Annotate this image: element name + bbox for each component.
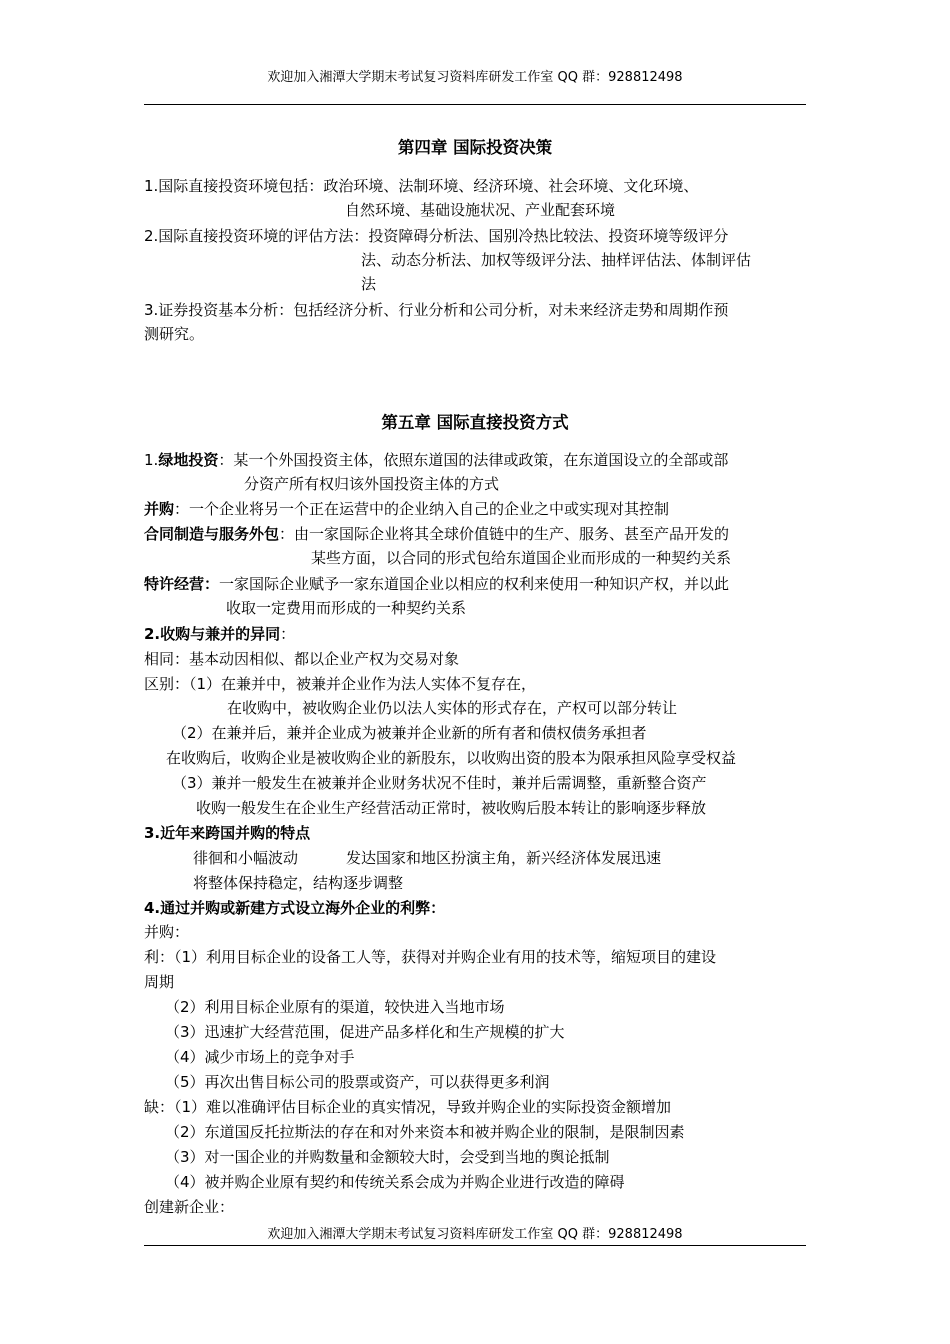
franchise-def2: 收取一定费用而形成的一种契约关系	[226, 599, 467, 617]
ch4-line: 1.国际直接投资环境包括：政治环境、法制环境、经济环境、社会环境、文化环境、	[144, 177, 699, 195]
ch4-line: 自然环境、基础设施状况、产业配套环境	[345, 201, 616, 219]
q4-line: （4）被并购企业原有契约和传统关系会成为并购企业进行改造的障碍	[165, 1173, 625, 1191]
q4-title: 4.通过并购或新建方式设立海外企业的利弊：	[144, 899, 446, 917]
chapter4-title: 第四章 国际投资决策	[397, 138, 553, 157]
q4-line: 并购：	[144, 923, 190, 941]
q4-line: （3）对一国企业的并购数量和金额较大时，会受到当地的舆论抵制	[165, 1148, 610, 1166]
greenfield-term: 绿地投资	[158, 451, 219, 469]
chapter5-title: 第五章 国际直接投资方式	[381, 413, 569, 432]
ma-line	[144, 497, 669, 521]
q2-title: 2.收购与兼并的异同	[144, 625, 281, 643]
contract-term: 合同制造与服务外包	[144, 525, 280, 543]
ch4-line: 测研究。	[144, 325, 205, 343]
ch5-line: 在收购中，被收购企业仍以法人实体的形式存在，产权可以部分转让	[227, 699, 678, 717]
q4-line: 周期	[144, 973, 175, 991]
q3-title: 3.近年来跨国并购的特点	[144, 824, 311, 842]
ch5-line: （3）兼并一般发生在被兼并企业财务状况不佳时，兼并后需调整，重新整合资产	[172, 774, 707, 792]
ch5-line: （2）在兼并后，兼并企业成为被兼并企业新的所有者和债权债务承担者	[172, 724, 647, 742]
ch5-line: 收购一般发生在企业生产经营活动正常时，被收购后股本转让的影响逐步释放	[196, 799, 707, 817]
greenfield-num: 1.	[144, 451, 159, 469]
ch4-line: 法、动态分析法、加权等级评分法、抽样评估法、体制评估	[361, 251, 752, 269]
page-footer: 欢迎加入湘潭大学期末考试复习资料库研发工作室 QQ 群：928812498	[267, 1227, 683, 1242]
greenfield-line	[144, 448, 728, 472]
greenfield-def2: 分资产所有权归该外国投资主体的方式	[244, 475, 500, 493]
q2-heading	[144, 622, 295, 646]
ch4-line: 法	[361, 275, 377, 293]
q2-colon: ：	[280, 625, 296, 643]
q4-line: （2）利用目标企业原有的渠道，较快进入当地市场	[165, 998, 505, 1016]
footer-rule	[144, 1245, 806, 1246]
header-rule	[144, 104, 806, 105]
q3-line: 将整体保持稳定，结构逐步调整	[193, 874, 404, 892]
contract-line	[144, 522, 729, 546]
q3-line: 徘徊和小幅波动	[193, 849, 299, 867]
ch5-line: 区别：（1）在兼并中，被兼并企业作为法人实体不复存在，	[144, 675, 537, 693]
contract-def2: 某些方面，以合同的形式包给东道国企业而形成的一种契约关系	[311, 549, 732, 567]
franchise-line	[144, 572, 729, 596]
franchise-def: 一家国际企业赋予一家东道国企业以相应的权利来使用一种知识产权，并以此	[219, 575, 730, 593]
page-header: 欢迎加入湘潭大学期末考试复习资料库研发工作室 QQ 群：928812498	[267, 70, 683, 85]
ma-def: ：一个企业将另一个正在运营中的企业纳入自己的企业之中或实现对其控制	[174, 500, 670, 518]
contract-def: ：由一家国际企业将其全球价值链中的生产、服务、甚至产品开发的	[279, 525, 730, 543]
ch4-line: 3.证券投资基本分析：包括经济分析、行业分析和公司分析，对未来经济走势和周期作预	[144, 301, 729, 319]
q3-line: 发达国家和地区扮演主角，新兴经济体发展迅速	[346, 849, 662, 867]
ch4-line: 2.国际直接投资环境的评估方法：投资障碍分析法、国别冷热比较法、投资环境等级评分	[144, 227, 729, 245]
q4-line: 利：（1）利用目标企业的设备工人等，获得对并购企业有用的技术等，缩短项目的建设	[144, 948, 717, 966]
q4-line: 创建新企业：	[144, 1198, 235, 1216]
q4-line: （2）东道国反托拉斯法的存在和对外来资本和被并购企业的限制，是限制因素	[165, 1123, 685, 1141]
greenfield-def: ：某一个外国投资主体，依照东道国的法律或政策，在东道国设立的全部或部	[218, 451, 729, 469]
ch5-line: 在收购后，收购企业是被收购企业的新股东，以收购出资的股本为限承担风险享受权益	[166, 749, 737, 767]
q4-line: （5）再次出售目标公司的股票或资产，可以获得更多利润	[165, 1073, 550, 1091]
ch5-line: 相同：基本动因相似、都以企业产权为交易对象	[144, 650, 460, 668]
franchise-term: 特许经营：	[144, 575, 220, 593]
ma-term: 并购	[144, 500, 175, 518]
q4-line: （4）减少市场上的竞争对手	[165, 1048, 355, 1066]
q4-line: （3）迅速扩大经营范围，促进产品多样化和生产规模的扩大	[165, 1023, 565, 1041]
q4-line: 缺：（1）难以准确评估目标企业的真实情况，导致并购企业的实际投资金额增加	[144, 1098, 672, 1116]
